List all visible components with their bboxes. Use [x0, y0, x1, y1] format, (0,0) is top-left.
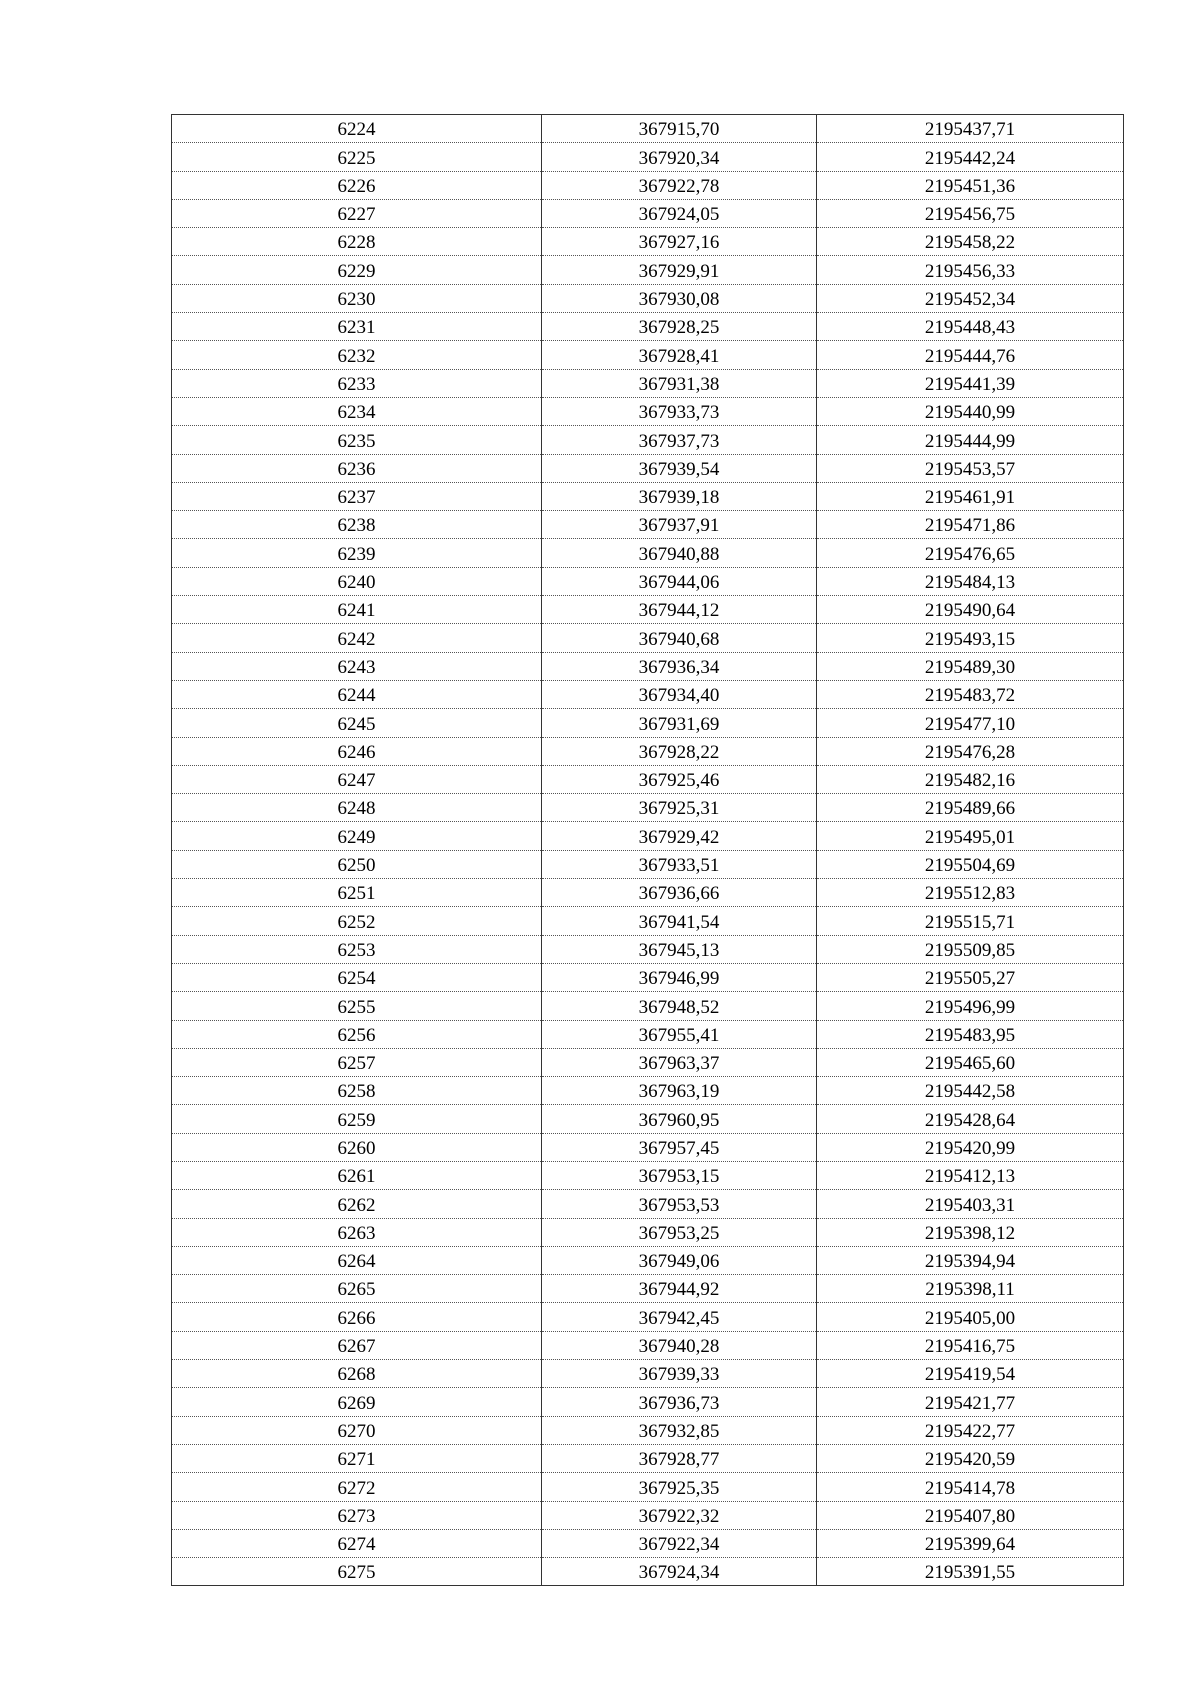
point-number-cell: 6238 [172, 511, 542, 539]
point-number-cell: 6240 [172, 567, 542, 595]
point-number-cell: 6255 [172, 992, 542, 1020]
x-coordinate-cell: 367920,34 [542, 143, 817, 171]
table-row [172, 680, 1124, 708]
point-number-cell: 6246 [172, 737, 542, 765]
table-row [172, 567, 1124, 595]
table-row [172, 1529, 1124, 1557]
x-coordinate-cell: 367928,22 [542, 737, 817, 765]
coordinates-table [171, 114, 1124, 1586]
y-coordinate-cell: 2195448,43 [817, 313, 1124, 341]
point-number-cell: 6264 [172, 1246, 542, 1274]
table-row [172, 794, 1124, 822]
point-number-cell: 6241 [172, 596, 542, 624]
table-row [172, 709, 1124, 737]
table-row [172, 850, 1124, 878]
y-coordinate-cell: 2195414,78 [817, 1473, 1124, 1501]
y-coordinate-cell: 2195476,28 [817, 737, 1124, 765]
point-number-cell: 6235 [172, 426, 542, 454]
y-coordinate-cell: 2195444,76 [817, 341, 1124, 369]
x-coordinate-cell: 367939,54 [542, 454, 817, 482]
x-coordinate-cell: 367927,16 [542, 228, 817, 256]
x-coordinate-cell: 367925,46 [542, 765, 817, 793]
table-row [172, 115, 1124, 143]
x-coordinate-cell: 367945,13 [542, 935, 817, 963]
point-number-cell: 6268 [172, 1360, 542, 1388]
y-coordinate-cell: 2195471,86 [817, 511, 1124, 539]
point-number-cell: 6234 [172, 397, 542, 425]
table-row [172, 313, 1124, 341]
point-number-cell: 6244 [172, 680, 542, 708]
y-coordinate-cell: 2195515,71 [817, 907, 1124, 935]
point-number-cell: 6253 [172, 935, 542, 963]
point-number-cell: 6266 [172, 1303, 542, 1331]
x-coordinate-cell: 367949,06 [542, 1246, 817, 1274]
table-row [172, 1077, 1124, 1105]
table-row [172, 1473, 1124, 1501]
x-coordinate-cell: 367944,06 [542, 567, 817, 595]
x-coordinate-cell: 367922,34 [542, 1529, 817, 1557]
x-coordinate-cell: 367924,05 [542, 199, 817, 227]
x-coordinate-cell: 367932,85 [542, 1416, 817, 1444]
x-coordinate-cell: 367942,45 [542, 1303, 817, 1331]
x-coordinate-cell: 367931,69 [542, 709, 817, 737]
x-coordinate-cell: 367937,73 [542, 426, 817, 454]
x-coordinate-cell: 367933,73 [542, 397, 817, 425]
y-coordinate-cell: 2195440,99 [817, 397, 1124, 425]
x-coordinate-cell: 367936,73 [542, 1388, 817, 1416]
x-coordinate-cell: 367957,45 [542, 1133, 817, 1161]
table-row [172, 1218, 1124, 1246]
y-coordinate-cell: 2195493,15 [817, 624, 1124, 652]
y-coordinate-cell: 2195504,69 [817, 850, 1124, 878]
y-coordinate-cell: 2195451,36 [817, 171, 1124, 199]
point-number-cell: 6259 [172, 1105, 542, 1133]
table-row [172, 454, 1124, 482]
y-coordinate-cell: 2195477,10 [817, 709, 1124, 737]
x-coordinate-cell: 367937,91 [542, 511, 817, 539]
point-number-cell: 6274 [172, 1529, 542, 1557]
y-coordinate-cell: 2195456,75 [817, 199, 1124, 227]
x-coordinate-cell: 367939,33 [542, 1360, 817, 1388]
table-row [172, 1020, 1124, 1048]
table-row [172, 1331, 1124, 1359]
y-coordinate-cell: 2195505,27 [817, 963, 1124, 991]
table-row [172, 369, 1124, 397]
x-coordinate-cell: 367940,28 [542, 1331, 817, 1359]
table-row [172, 341, 1124, 369]
point-number-cell: 6258 [172, 1077, 542, 1105]
x-coordinate-cell: 367939,18 [542, 482, 817, 510]
x-coordinate-cell: 367924,34 [542, 1558, 817, 1586]
y-coordinate-cell: 2195419,54 [817, 1360, 1124, 1388]
table-row [172, 199, 1124, 227]
point-number-cell: 6257 [172, 1048, 542, 1076]
y-coordinate-cell: 2195456,33 [817, 256, 1124, 284]
x-coordinate-cell: 367931,38 [542, 369, 817, 397]
point-number-cell: 6275 [172, 1558, 542, 1586]
table-row [172, 1133, 1124, 1161]
table-row [172, 511, 1124, 539]
table-row [172, 1246, 1124, 1274]
x-coordinate-cell: 367933,51 [542, 850, 817, 878]
y-coordinate-cell: 2195441,39 [817, 369, 1124, 397]
point-number-cell: 6252 [172, 907, 542, 935]
y-coordinate-cell: 2195407,80 [817, 1501, 1124, 1529]
point-number-cell: 6236 [172, 454, 542, 482]
table-row [172, 963, 1124, 991]
table-row [172, 1558, 1124, 1586]
x-coordinate-cell: 367963,37 [542, 1048, 817, 1076]
table-row [172, 1161, 1124, 1189]
y-coordinate-cell: 2195496,99 [817, 992, 1124, 1020]
table-row [172, 907, 1124, 935]
point-number-cell: 6249 [172, 822, 542, 850]
y-coordinate-cell: 2195421,77 [817, 1388, 1124, 1416]
x-coordinate-cell: 367941,54 [542, 907, 817, 935]
x-coordinate-cell: 367944,12 [542, 596, 817, 624]
x-coordinate-cell: 367940,88 [542, 539, 817, 567]
table-row [172, 482, 1124, 510]
table-row [172, 737, 1124, 765]
x-coordinate-cell: 367928,25 [542, 313, 817, 341]
point-number-cell: 6270 [172, 1416, 542, 1444]
x-coordinate-cell: 367922,32 [542, 1501, 817, 1529]
table-row [172, 992, 1124, 1020]
y-coordinate-cell: 2195489,66 [817, 794, 1124, 822]
x-coordinate-cell: 367934,40 [542, 680, 817, 708]
x-coordinate-cell: 367946,99 [542, 963, 817, 991]
table-row [172, 1105, 1124, 1133]
y-coordinate-cell: 2195403,31 [817, 1190, 1124, 1218]
table-row [172, 1303, 1124, 1331]
y-coordinate-cell: 2195412,13 [817, 1161, 1124, 1189]
point-number-cell: 6242 [172, 624, 542, 652]
y-coordinate-cell: 2195482,16 [817, 765, 1124, 793]
point-number-cell: 6251 [172, 879, 542, 907]
x-coordinate-cell: 367960,95 [542, 1105, 817, 1133]
table-row [172, 539, 1124, 567]
x-coordinate-cell: 367953,53 [542, 1190, 817, 1218]
point-number-cell: 6263 [172, 1218, 542, 1246]
point-number-cell: 6224 [172, 115, 542, 143]
table-row [172, 935, 1124, 963]
table-row [172, 1360, 1124, 1388]
x-coordinate-cell: 367953,25 [542, 1218, 817, 1246]
y-coordinate-cell: 2195461,91 [817, 482, 1124, 510]
point-number-cell: 6267 [172, 1331, 542, 1359]
x-coordinate-cell: 367925,31 [542, 794, 817, 822]
x-coordinate-cell: 367929,91 [542, 256, 817, 284]
y-coordinate-cell: 2195428,64 [817, 1105, 1124, 1133]
x-coordinate-cell: 367940,68 [542, 624, 817, 652]
table-row [172, 1501, 1124, 1529]
y-coordinate-cell: 2195495,01 [817, 822, 1124, 850]
table-row [172, 284, 1124, 312]
point-number-cell: 6254 [172, 963, 542, 991]
table-row [172, 765, 1124, 793]
point-number-cell: 6228 [172, 228, 542, 256]
y-coordinate-cell: 2195453,57 [817, 454, 1124, 482]
point-number-cell: 6233 [172, 369, 542, 397]
table-row [172, 652, 1124, 680]
point-number-cell: 6237 [172, 482, 542, 510]
x-coordinate-cell: 367922,78 [542, 171, 817, 199]
x-coordinate-cell: 367955,41 [542, 1020, 817, 1048]
y-coordinate-cell: 2195458,22 [817, 228, 1124, 256]
point-number-cell: 6273 [172, 1501, 542, 1529]
table-row [172, 1190, 1124, 1218]
point-number-cell: 6260 [172, 1133, 542, 1161]
y-coordinate-cell: 2195489,30 [817, 652, 1124, 680]
y-coordinate-cell: 2195391,55 [817, 1558, 1124, 1586]
x-coordinate-cell: 367915,70 [542, 115, 817, 143]
y-coordinate-cell: 2195483,72 [817, 680, 1124, 708]
y-coordinate-cell: 2195398,11 [817, 1275, 1124, 1303]
y-coordinate-cell: 2195476,65 [817, 539, 1124, 567]
coordinates-table-body [172, 115, 1124, 1586]
y-coordinate-cell: 2195452,34 [817, 284, 1124, 312]
table-row [172, 1275, 1124, 1303]
table-row [172, 228, 1124, 256]
y-coordinate-cell: 2195394,94 [817, 1246, 1124, 1274]
y-coordinate-cell: 2195442,24 [817, 143, 1124, 171]
table-row [172, 596, 1124, 624]
point-number-cell: 6232 [172, 341, 542, 369]
point-number-cell: 6250 [172, 850, 542, 878]
x-coordinate-cell: 367928,77 [542, 1444, 817, 1472]
y-coordinate-cell: 2195416,75 [817, 1331, 1124, 1359]
point-number-cell: 6225 [172, 143, 542, 171]
y-coordinate-cell: 2195512,83 [817, 879, 1124, 907]
point-number-cell: 6229 [172, 256, 542, 284]
y-coordinate-cell: 2195420,99 [817, 1133, 1124, 1161]
x-coordinate-cell: 367936,34 [542, 652, 817, 680]
x-coordinate-cell: 367936,66 [542, 879, 817, 907]
x-coordinate-cell: 367930,08 [542, 284, 817, 312]
point-number-cell: 6248 [172, 794, 542, 822]
table-row [172, 426, 1124, 454]
point-number-cell: 6227 [172, 199, 542, 227]
x-coordinate-cell: 367925,35 [542, 1473, 817, 1501]
y-coordinate-cell: 2195399,64 [817, 1529, 1124, 1557]
y-coordinate-cell: 2195442,58 [817, 1077, 1124, 1105]
x-coordinate-cell: 367963,19 [542, 1077, 817, 1105]
point-number-cell: 6243 [172, 652, 542, 680]
y-coordinate-cell: 2195484,13 [817, 567, 1124, 595]
y-coordinate-cell: 2195437,71 [817, 115, 1124, 143]
y-coordinate-cell: 2195420,59 [817, 1444, 1124, 1472]
point-number-cell: 6256 [172, 1020, 542, 1048]
table-row [172, 879, 1124, 907]
x-coordinate-cell: 367929,42 [542, 822, 817, 850]
point-number-cell: 6245 [172, 709, 542, 737]
point-number-cell: 6231 [172, 313, 542, 341]
point-number-cell: 6261 [172, 1161, 542, 1189]
point-number-cell: 6239 [172, 539, 542, 567]
table-row [172, 1416, 1124, 1444]
table-row [172, 1444, 1124, 1472]
y-coordinate-cell: 2195422,77 [817, 1416, 1124, 1444]
point-number-cell: 6247 [172, 765, 542, 793]
table-row [172, 1048, 1124, 1076]
x-coordinate-cell: 367948,52 [542, 992, 817, 1020]
table-row [172, 171, 1124, 199]
y-coordinate-cell: 2195444,99 [817, 426, 1124, 454]
point-number-cell: 6265 [172, 1275, 542, 1303]
table-row [172, 397, 1124, 425]
table-row [172, 256, 1124, 284]
x-coordinate-cell: 367953,15 [542, 1161, 817, 1189]
point-number-cell: 6226 [172, 171, 542, 199]
table-row [172, 624, 1124, 652]
table-row [172, 143, 1124, 171]
point-number-cell: 6230 [172, 284, 542, 312]
point-number-cell: 6272 [172, 1473, 542, 1501]
x-coordinate-cell: 367944,92 [542, 1275, 817, 1303]
table-row [172, 822, 1124, 850]
y-coordinate-cell: 2195398,12 [817, 1218, 1124, 1246]
point-number-cell: 6271 [172, 1444, 542, 1472]
y-coordinate-cell: 2195465,60 [817, 1048, 1124, 1076]
table-row [172, 1388, 1124, 1416]
y-coordinate-cell: 2195490,64 [817, 596, 1124, 624]
point-number-cell: 6269 [172, 1388, 542, 1416]
y-coordinate-cell: 2195405,00 [817, 1303, 1124, 1331]
y-coordinate-cell: 2195483,95 [817, 1020, 1124, 1048]
x-coordinate-cell: 367928,41 [542, 341, 817, 369]
y-coordinate-cell: 2195509,85 [817, 935, 1124, 963]
point-number-cell: 6262 [172, 1190, 542, 1218]
